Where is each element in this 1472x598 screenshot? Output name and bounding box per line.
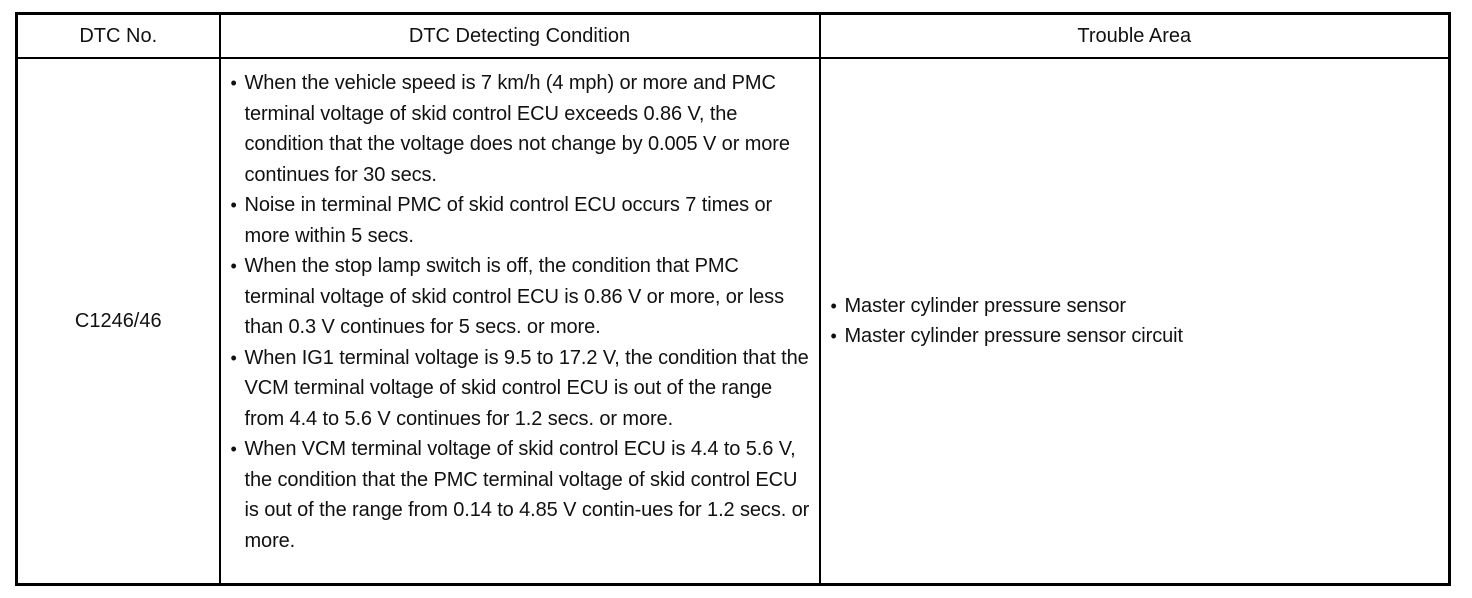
trouble-area-cell [820,58,1450,585]
header-row [17,14,1450,59]
bullet-icon: • [830,326,837,346]
condition-text: When IG1 terminal voltage is 9.5 to 17.2 V, the condition that the VCM terminal voltage of skid control ECU is out of the range from 4.4 to 5.6 V continues for 1.2 secs. or more. [244,346,809,430]
trouble-area-text: Master cylinder pressure sensor circuit [844,325,1183,347]
condition-item [231,434,811,556]
dtc-table [15,12,1451,586]
header-dtc-no: DTC No. [17,14,220,59]
condition-item [231,190,811,251]
dtc-code-cell: C1246/46 [17,58,220,585]
trouble-area-text: Master cylinder pressure sensor [844,294,1126,317]
bullet-icon: • [230,256,237,276]
header-trouble-area: Trouble Area [820,14,1450,59]
condition-item [231,251,811,343]
condition-text: Noise in terminal PMC of skid control ECU occurs 7 times or more within 5 secs. [244,194,773,247]
condition-text: When the vehicle speed is 7 km/h (4 mph) or more and PMC terminal voltage of skid control ECU exceeds 0.86 V, the condition that the voltage does not change by 0.005 V or more continues for 30 secs. [244,72,790,186]
header-detecting-condition: DTC Detecting Condition [220,14,820,59]
trouble-area-list [831,291,1441,352]
condition-item [231,68,811,190]
table-row [17,58,1450,585]
bullet-icon: • [230,347,237,368]
condition-text: When VCM terminal voltage of skid control ECU is 4.4 to 5.6 V, the condition that the PMC terminal voltage of skid control ECU is out of the range from 0.14 to 4.85 V contin-ues for 1.2 secs. or more. [244,438,810,552]
trouble-area-item [831,321,1441,352]
condition-cell [220,58,820,585]
bullet-icon: • [230,73,237,93]
bullet-icon: • [830,295,837,316]
bullet-icon: • [230,195,237,215]
bullet-icon: • [230,439,237,459]
trouble-area-item [831,291,1441,322]
condition-text: When the stop lamp switch is off, the condition that PMC terminal voltage of skid control ECU is 0.86 V or more, or less than 0.3 V continues for 5 secs. or more. [244,255,784,338]
condition-list [231,68,811,556]
condition-item [231,343,811,435]
